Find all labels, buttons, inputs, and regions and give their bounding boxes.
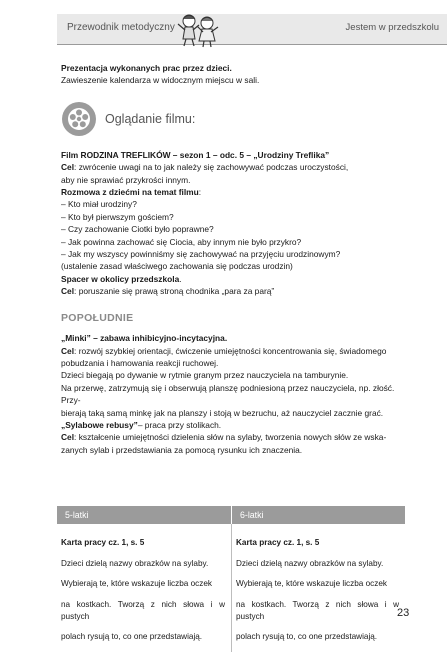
- film-title: Film RODZINA TREFLIKÓW – sezon 1 – odc. 5 – „Urodziny Treflika”: [61, 149, 330, 160]
- group-5-latki-body: [57, 524, 231, 652]
- walk-goal: [61, 285, 405, 297]
- age-groups-table: [57, 506, 405, 652]
- film-goal-text-2: aby nie sprawiać przykrości innym.: [61, 174, 191, 185]
- talk-question-5: – Jak my wszyscy powinniśmy się zachowywać na przyjęciu urodzinowym?: [61, 249, 341, 260]
- rebus-goal-label: Cel: [61, 432, 75, 443]
- talk-heading: [61, 186, 405, 198]
- group-5-latki-line-2: Wybierają te, które wskazuje liczba oczek: [61, 579, 213, 589]
- film-goal-label: Cel: [61, 162, 75, 173]
- film-goal: [61, 161, 405, 173]
- talk-note: (ustalenie zasad właściwego zachowania się podczas urodzin): [61, 261, 293, 272]
- rebus-goal: [61, 431, 405, 443]
- group-6-latki-label: 6-latki: [231, 506, 405, 524]
- page-number: 23: [397, 607, 410, 619]
- game-goal-label: Cel: [61, 345, 75, 356]
- group-5-latki-line-4: polach rysują to, co one przedstawiają.: [61, 632, 203, 642]
- group-5-latki-card: Karta pracy cz. 1, s. 5: [61, 538, 145, 548]
- film-heading: Oglądanie filmu:: [105, 111, 196, 126]
- group-6-latki-card: Karta pracy cz. 1, s. 5: [236, 538, 320, 548]
- age-groups-body-row: [57, 524, 405, 652]
- group-6-latki-line-3: na kostkach. Tworzą z nich słowa i w pustych: [236, 599, 399, 621]
- afternoon-heading: POPOŁUDNIE: [61, 311, 134, 324]
- intro-line-2: Zawieszenie kalendarza w widocznym miejscu w sali.: [61, 75, 260, 86]
- rebus-goal-text: : kształcenie umiejętności dzielenia słów na sylaby, tworzenia nowych słów ze wska-: [74, 432, 387, 443]
- children-mascots-icon: [176, 12, 220, 48]
- talk-question-2: – Kto był pierwszym gościem?: [61, 211, 174, 222]
- group-5-latki-line-1: Dzieci dzielą nazwy obrazków na sylaby.: [61, 558, 209, 568]
- talk-question-1: – Kto miał urodziny?: [61, 199, 137, 210]
- intro-line-1: Prezentacja wykonanych prac przez dzieci.: [61, 63, 232, 73]
- game-goal: [61, 345, 405, 357]
- group-6-latki-line-4: polach rysują to, co one przedstawiają.: [236, 632, 378, 642]
- rebus-heading-rest: – praca przy stolikach.: [137, 419, 222, 430]
- talk-question-3: – Czy zachowanie Ciotki było poprawne?: [61, 224, 214, 235]
- group-6-latki-line-2: Wybierają te, które wskazuje liczba oczek: [236, 579, 388, 589]
- game-desc-1: Dzieci biegają po dywanie w rytmie granym przez nauczyciela na tamburynie.: [61, 370, 349, 381]
- game-goal-text: : rozwój szybkiej orientacji, ćwiczenie umiejętności koncentrowania się, świadomego: [74, 345, 387, 356]
- game-goal-text-2: pobudzania i hamowania reakcji ruchowej.: [61, 357, 219, 368]
- main-content: [61, 62, 405, 456]
- talk-heading-suffix: :: [198, 187, 202, 198]
- walk-goal-text: : poruszanie się prawą stroną chodnika „para za parą”: [74, 286, 275, 297]
- film-goal-text: : zwrócenie uwagi na to jak należy się zachowywać podczas uroczystości,: [74, 162, 349, 173]
- rebus-goal-text-2: zanych sylab i przedstawiania za pomocą rysunku ich znaczenia.: [61, 444, 303, 455]
- film-reel-icon: [61, 101, 97, 137]
- film-section-header: [61, 101, 405, 137]
- group-5-latki-line-3: na kostkach. Tworzą z nich słowa i w pustych: [61, 599, 225, 621]
- series-label: Jestem w przedszkolu: [345, 22, 439, 33]
- guide-label: Przewodnik metodyczny: [67, 22, 175, 33]
- game-desc-2: Na przerwę, zatrzymują się i obserwują planszę podniesioną przez nauczyciela, np. złość. Przy-: [61, 382, 395, 406]
- rebus-heading: [61, 419, 405, 431]
- rebus-heading-label: „Sylabowe rebusy”: [61, 419, 138, 430]
- game-desc-3: bierają taką samą minkę jak na planszy i stoją w bezruchu, aż nauczyciel zacznie grać.: [61, 407, 384, 418]
- walk-goal-label: Cel: [61, 286, 75, 297]
- group-5-latki-label: 5-latki: [57, 506, 231, 524]
- talk-heading-label: Rozmowa z dziećmi na temat filmu: [61, 187, 199, 198]
- page-header: [57, 14, 447, 45]
- age-groups-header-row: [57, 506, 405, 524]
- walk-heading-suffix: .: [179, 273, 182, 284]
- walk-heading: [61, 273, 405, 285]
- walk-heading-label: Spacer w okolicy przedszkola: [61, 273, 180, 284]
- game-heading: „Minki” – zabawa inhibicyjno-incytacyjna.: [61, 333, 228, 344]
- group-6-latki-body: [231, 524, 405, 652]
- group-6-latki-line-1: Dzieci dzielą nazwy obrazków na sylaby.: [236, 558, 384, 568]
- talk-question-4: – Jak powinna zachować się Ciocia, aby innym nie było przykro?: [61, 236, 302, 247]
